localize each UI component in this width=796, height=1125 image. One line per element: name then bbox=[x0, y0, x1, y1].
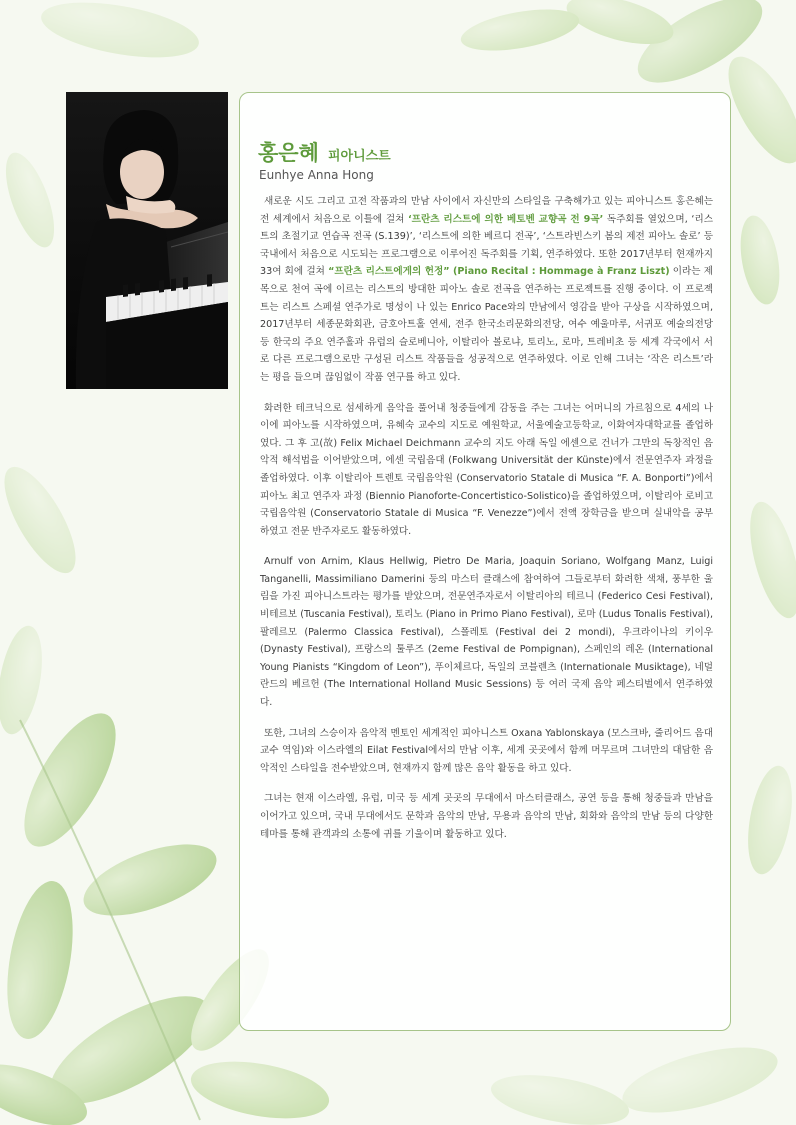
bio-paragraph-2: 화려한 테크닉으로 섬세하게 음악을 풀어내 청중들에게 감동을 주는 그녀는 어머니의 가르침으로 4세의 나이에 피아노를 시작하였으며, 유혜숙 교수의 지도로 예원학교, 서울예술고등학교, 이화여자대학교를 졸업하였다. 그 후 고(故) Felix Michael Deichmann 교수의 지도 아래 독일 에센으로 건너가 그만의 독창적인 음악적 해석법을 이어받았으며, 에센 국립음대 (Folkwang Universität der Künste)에서 전문연주자 과정을 졸업하였다. 이후 이탈리아 트렌토 국립음악원 (Conservatorio Statale di Musica “F. A. Bonporti”)에서 피아노 최고 연주자 과정 (Biennio Pianoforte-Concertistico-Solistico)을 졸업하였으며, 이탈리아 로비고 국립음악원 (Conservatorio Statale di Musica “F. Venezze”)에서 전액 장학금을 받으며 실내악을 공부하였고 전문 반주자로도 활동하였다. bbox=[260, 402, 713, 537]
bio-paragraph-5: 그녀는 현재 이스라엘, 유럽, 미국 등 세계 곳곳의 무대에서 마스터클래스, 공연 등을 통해 청중들과 만남을 이어가고 있으며, 국내 무대에서도 문학과 음악의 만남, 무용과 음악의 만남, 회화와 음악의 만남 등의 다양한 테마를 통해 관객과의 소통에 귀를 기울이며 활동하고 있다. bbox=[260, 793, 713, 840]
biography-card bbox=[239, 92, 731, 1031]
bio-paragraph-1-text-a: 새로운 시도 그리고 고전 작품과의 만남 사이에서 자신만의 스타일을 구축해가고 있는 피아니스트 홍은혜는 전 세계에서 처음으로 이틀에 걸쳐 bbox=[260, 196, 713, 225]
bio-paragraph-1 bbox=[260, 193, 713, 387]
bio-paragraph-3: Arnulf von Arnim, Klaus Hellwig, Pietro De Maria, Joaquin Soriano, Wolfgang Manz, Luigi Tanganelli, Massimiliano Damerini 등의 마스터 클래스에 참여하여 그들로부터 화려한 색채, 풍부한 울림을 가진 피아니스트라는 평가를 받았으며, 전문연주자로서 이탈리아의 테르니 (Federico Cesi Festival), 비테르보 (Tuscania Festival), 토리노 (Piano in Primo Piano Festival), 로마 (Ludus Tonalis Festival), 팔레르모 (Palermo Classica Festival), 스폴레토 (Festival dei 2 mondi), 우크라이나의 키이우 (Dynasty Festival), 프랑스의 툴루즈 (2eme Festival de Pompignan), 스페인의 레온 (International Young Pianists “Kingdom of Leon”), 푸이체르다, 독일의 코블렌츠 (Internationale Musiktage), 네덜란드의 베르헌 (The International Holland Music Sessions) 등 여러 국제 음악 페스티벌에서 연주하였다. bbox=[260, 556, 713, 709]
biography-text bbox=[260, 193, 713, 856]
bio-paragraph-1-text-b: 독주회를 열었으며, ‘리스트의 초절기교 연습곡 전곡 (S.139)’, ‘리스트에 의한 베르디 전곡’, ‘스트라빈스키 봄의 제전 피아노 솔로’ 등 국내에서 처음으로 시도되는 프로그램으로 이루어진 독주회를 기획, 연주하였다. 또한 2017년부터 현재까지 33여 회에 걸쳐 bbox=[260, 213, 713, 278]
bio-highlight-liszt-hommage: “프란츠 리스트에게의 헌정” (Piano Recital : Hommage à Franz Liszt) bbox=[328, 266, 670, 278]
role-label: 피아니스트 bbox=[327, 149, 391, 164]
bio-paragraph-1-text-c: 이라는 제목으로 천여 곡에 이르는 리스트의 방대한 피아노 솔로 전곡을 연주하는 프로젝트를 진행 중이다. 이 프로젝트는 리스트 스페셜 연주가로 명성이 나 있는 Enrico Pace와의 만남에서 영감을 받아 구상을 시작하였으며, 2017년부터 세종문화회관, 금호아트홀 연세, 전주 한국소리문화의전당, 여수 예울마루, 서귀포 예술의전당 등 한국의 주요 연주홀과 유럽의 슬로베니아, 이탈리아 볼로냐, 토리노, 로마, 트레비초 등 세계 각국에서 서로 다른 프로그램으로만 구성된 리스트 작품들을 성공적으로 연주하였다. 이로 인해 그녀는 ‘작은 리스트’라는 평을 들으며 끊임없이 작품 연구를 하고 있다. bbox=[260, 266, 713, 383]
name-heading bbox=[258, 137, 391, 167]
bio-highlight-beethoven: ‘프란츠 리스트에 의한 베토벤 교향곡 전 9곡’ bbox=[408, 213, 604, 225]
bio-paragraph-4: 또한, 그녀의 스승이자 음악적 멘토인 세계적인 피아니스트 Oxana Yablonskaya (모스크바, 줄리어드 음대 교수 역임)와 이스라엘의 Eilat Festival에서의 만남 이후, 세계 곳곳에서 함께 머무르며 그녀만의 대담한 음악적인 스타일을 전수받았으며, 현재까지 함께 많은 음악 활동을 하고 있다. bbox=[260, 727, 713, 774]
pianist-portrait-photo bbox=[66, 92, 228, 389]
name-english: Eunhye Anna Hong bbox=[259, 168, 374, 182]
name-korean: 홍은혜 bbox=[258, 141, 319, 165]
